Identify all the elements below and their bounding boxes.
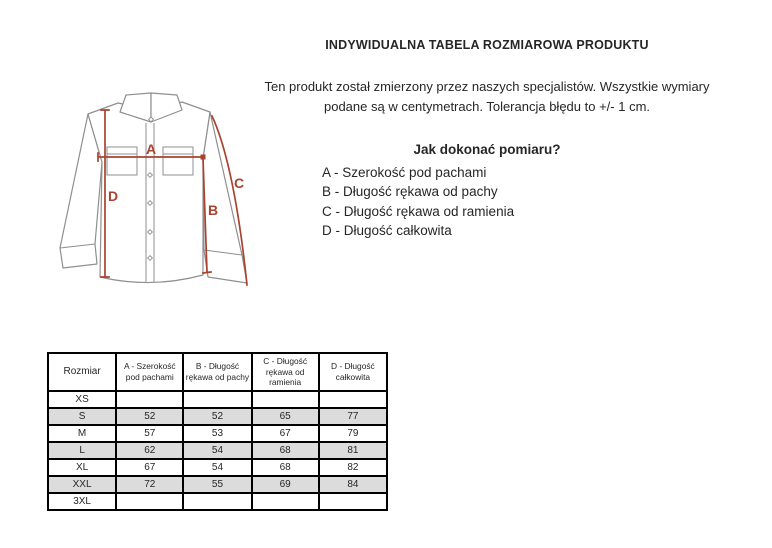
value-cell <box>319 493 387 510</box>
size-cell: S <box>48 408 116 425</box>
value-cell: 72 <box>116 476 183 493</box>
value-cell: 81 <box>319 442 387 459</box>
value-cell: 62 <box>116 442 183 459</box>
measurement-label-b: B <box>208 202 219 218</box>
value-cell <box>116 391 183 408</box>
value-cell <box>319 391 387 408</box>
col-header-a: A - Szerokość pod pachami <box>116 353 183 391</box>
value-cell: 65 <box>252 408 319 425</box>
shirt-right-sleeve <box>203 112 247 283</box>
table-row-xl <box>48 459 387 476</box>
value-cell: 82 <box>319 459 387 476</box>
table-row-3xl <box>48 493 387 510</box>
table-row-s <box>48 408 387 425</box>
size-cell: XL <box>48 459 116 476</box>
size-cell: XS <box>48 391 116 408</box>
value-cell: 84 <box>319 476 387 493</box>
shirt-body <box>88 102 210 283</box>
size-cell: XXL <box>48 476 116 493</box>
col-header-c: C - Długość rękawa od ramienia <box>252 353 319 391</box>
size-cell: M <box>48 425 116 442</box>
table-row-m <box>48 425 387 442</box>
value-cell: 68 <box>252 442 319 459</box>
col-header-rozmiar: Rozmiar <box>48 353 116 391</box>
size-table <box>47 352 388 511</box>
intro-text: Ten produkt został zmierzony przez naszych specjalistów. Wszystkie wymiary podane są w centymetrach. Tolerancja błędu to +/- 1 cm. <box>264 79 710 114</box>
value-cell: 67 <box>252 425 319 442</box>
shirt-diagram <box>55 88 255 303</box>
measurement-label-c: C <box>234 175 245 191</box>
guide-item-b: B - Długość rękawa od pachy <box>322 184 498 200</box>
size-cell: 3XL <box>48 493 116 510</box>
value-cell: 77 <box>319 408 387 425</box>
value-cell: 55 <box>183 476 251 493</box>
page-title: INDYWIDUALNA TABELA ROZMIAROWA PRODUKTU <box>325 38 649 52</box>
size-table-header-row <box>48 353 387 391</box>
table-row-xxl <box>48 476 387 493</box>
size-cell: L <box>48 442 116 459</box>
table-row-l <box>48 442 387 459</box>
value-cell: 54 <box>183 442 251 459</box>
value-cell: 52 <box>183 408 251 425</box>
guide-item-d: D - Długość całkowita <box>322 222 452 238</box>
guide-item-c: C - Długość rękawa od ramienia <box>322 203 515 219</box>
value-cell: 57 <box>116 425 183 442</box>
value-cell <box>252 493 319 510</box>
value-cell: 67 <box>116 459 183 476</box>
value-cell: 79 <box>319 425 387 442</box>
col-header-d: D - Długość całkowita <box>319 353 387 391</box>
value-cell: 69 <box>252 476 319 493</box>
value-cell: 54 <box>183 459 251 476</box>
value-cell <box>252 391 319 408</box>
measurement-label-d: D <box>108 188 119 204</box>
value-cell: 53 <box>183 425 251 442</box>
measure-guide-list <box>322 163 514 240</box>
measure-guide-heading: Jak dokonać pomiaru? <box>413 142 561 157</box>
value-cell: 52 <box>116 408 183 425</box>
value-cell <box>116 493 183 510</box>
value-cell <box>183 391 251 408</box>
value-cell: 68 <box>252 459 319 476</box>
col-header-b: B - Długość rękawa od pachy <box>183 353 251 391</box>
value-cell <box>183 493 251 510</box>
guide-item-a: A - Szerokość pod pachami <box>322 165 487 180</box>
measurement-label-a: A <box>145 141 157 157</box>
table-row-xs <box>48 391 387 408</box>
